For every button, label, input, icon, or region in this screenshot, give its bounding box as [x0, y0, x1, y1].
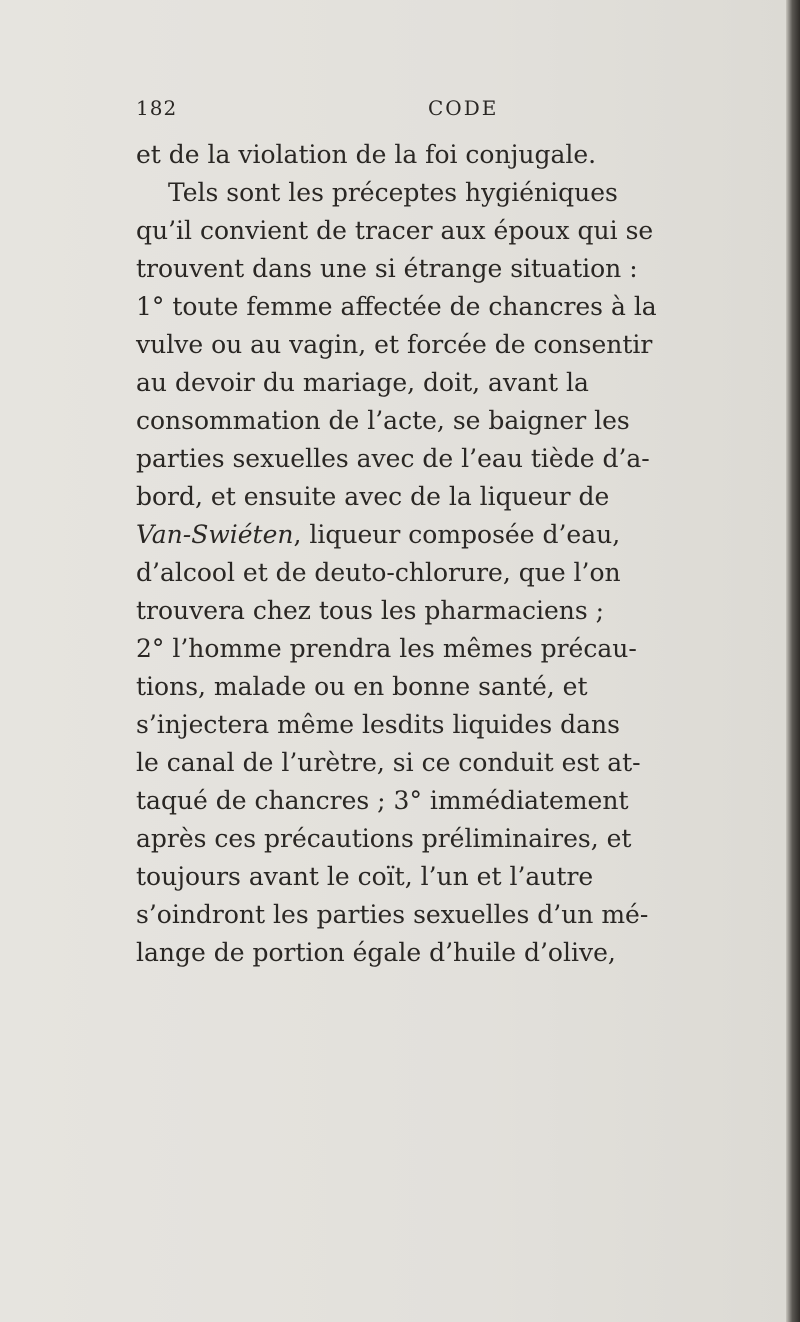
text-line: et de la violation de la foi conjugale.	[136, 140, 597, 169]
text-line: au devoir du mariage, doit, avant la	[136, 368, 589, 397]
text-line: d’alcool et de deuto-chlorure, que l’on	[136, 558, 621, 587]
text-line: vulve ou au vagin, et forcée de consentir	[136, 330, 653, 359]
page-edge	[786, 0, 800, 1322]
running-head	[136, 96, 736, 126]
text-line: trouvera chez tous les pharmaciens ;	[136, 596, 605, 625]
line-rest: , liqueur composée d’eau,	[293, 520, 621, 549]
text-line: qu’il convient de tracer aux époux qui se	[136, 216, 654, 245]
text-line: tions, malade ou en bonne santé, et	[136, 672, 588, 701]
text-line: 1° toute femme affectée de chancres à la	[136, 292, 657, 321]
text-line	[136, 516, 770, 554]
text-line: taqué de chancres ; 3° immédiatement	[136, 786, 629, 815]
body-text	[136, 136, 770, 972]
text-line: bord, et ensuite avec de la liqueur de	[136, 482, 610, 511]
text-line: trouvent dans une si étrange situation :	[136, 254, 638, 283]
text-line: toujours avant le coït, l’un et l’autre	[136, 862, 594, 891]
text-line: parties sexuelles avec de l’eau tiède d’a-	[136, 444, 650, 473]
text-line: 2° l’homme prendra les mêmes précau-	[136, 634, 637, 663]
text-line: consommation de l’acte, se baigner les	[136, 406, 630, 435]
page-number: 182	[136, 96, 178, 120]
text-line: Tels sont les préceptes hygiéniques	[168, 178, 618, 207]
italic-name: Van-Swiéten	[136, 520, 294, 549]
text-line: après ces précautions préliminaires, et	[136, 824, 632, 853]
text-line: s’injectera même lesdits liquides dans	[136, 710, 620, 739]
text-line: le canal de l’urètre, si ce conduit est at-	[136, 748, 641, 777]
text-line: lange de portion égale d’huile d’olive,	[136, 938, 616, 967]
text-line: s’oindront les parties sexuelles d’un mé-	[136, 900, 649, 929]
running-title: CODE	[428, 96, 499, 120]
